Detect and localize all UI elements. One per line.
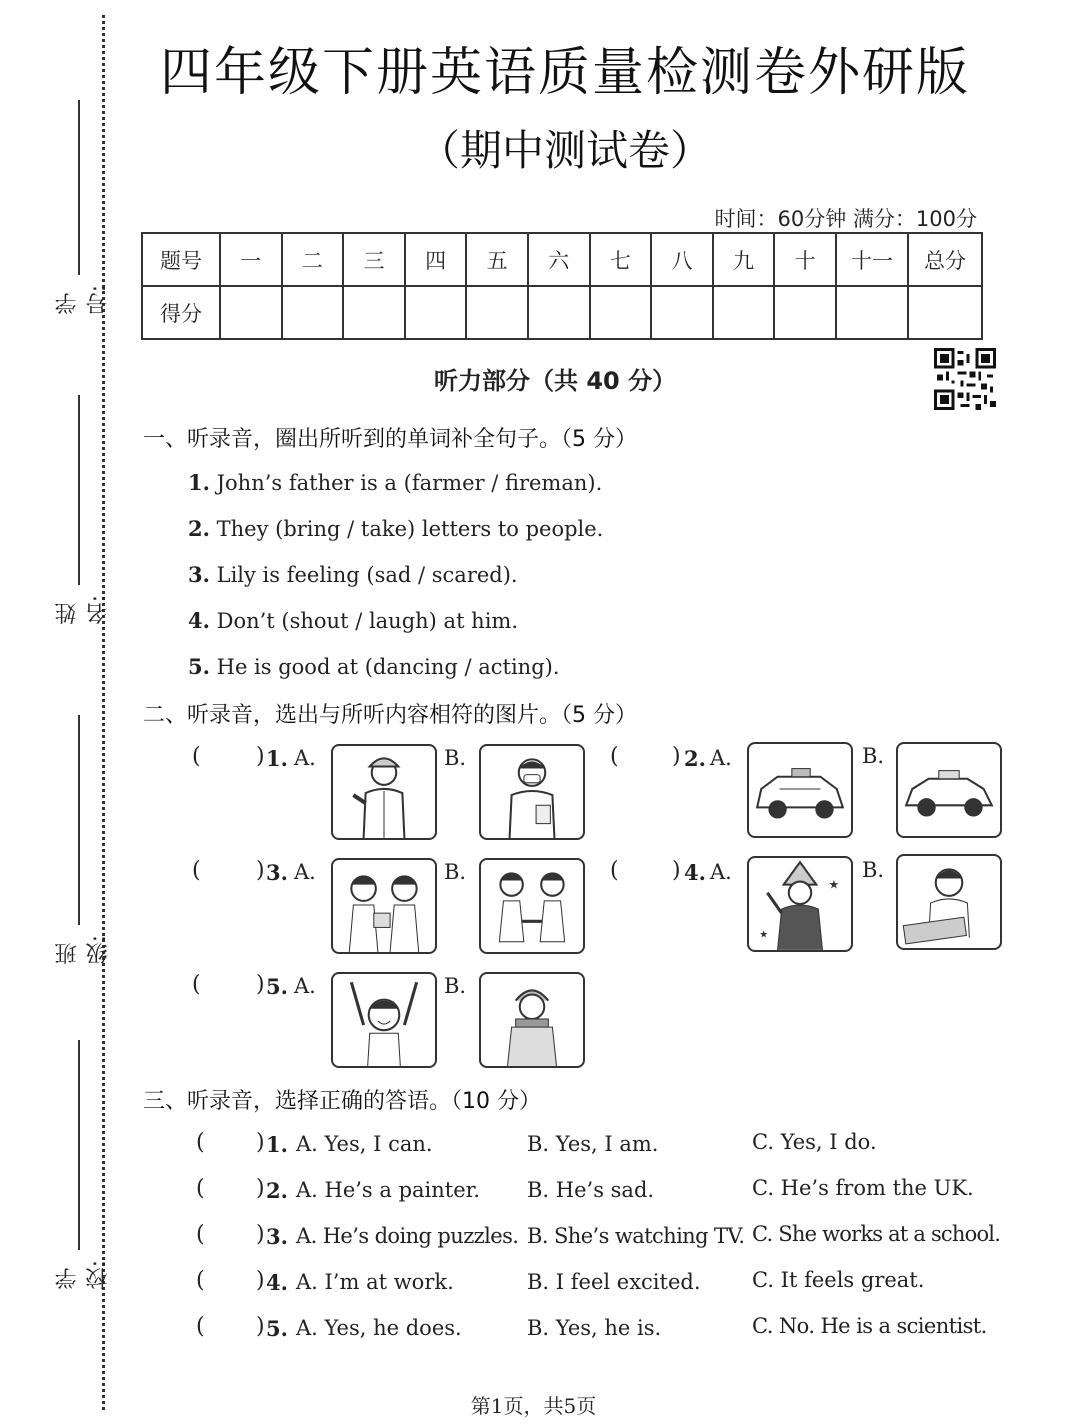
student-number-label: 学号: xyxy=(55,285,111,315)
score-header-cell: 总分 xyxy=(908,233,982,286)
score-row-label: 得分 xyxy=(142,286,220,339)
item-text: Lily is feeling (sad / scared). xyxy=(216,563,518,587)
option-a-label: A. xyxy=(294,860,316,884)
time-score-info: 时间：60分钟 满分：100分 xyxy=(714,207,977,231)
answer-paren-close: ) xyxy=(256,858,265,883)
score-header-cell: 七 xyxy=(590,233,652,286)
part1-item xyxy=(188,608,518,633)
cut-line xyxy=(102,15,105,1410)
option-a: A. I’m at work. xyxy=(296,1270,454,1294)
score-header-cell: 题号 xyxy=(142,233,220,286)
score-cell[interactable] xyxy=(590,286,652,339)
answer-paren-open: ( xyxy=(196,1176,205,1201)
option-b-label: B. xyxy=(444,974,467,998)
option-a-label: A. xyxy=(710,746,732,770)
score-cell[interactable] xyxy=(528,286,590,339)
option-a: A. Yes, he does. xyxy=(296,1316,462,1340)
option-c: C. He’s from the UK. xyxy=(752,1176,974,1200)
answer-paren-open: ( xyxy=(192,744,201,769)
score-cell[interactable] xyxy=(836,286,908,339)
score-cell[interactable] xyxy=(713,286,775,339)
part1-item xyxy=(188,562,518,587)
answer-paren-open: ( xyxy=(196,1130,205,1155)
score-cell[interactable] xyxy=(651,286,713,339)
score-header-cell: 三 xyxy=(343,233,405,286)
part2-title: 二、听录音，选出与所听内容相符的图片。（5 分） xyxy=(143,703,637,728)
school-line[interactable] xyxy=(78,1040,80,1250)
score-cell[interactable] xyxy=(774,286,836,339)
score-cell[interactable] xyxy=(220,286,282,339)
answer-paren-open: ( xyxy=(610,858,619,883)
page-number: 第1页，共5页 xyxy=(470,1394,597,1418)
girls-gift-icon[interactable] xyxy=(331,858,437,954)
item-text: Don’t (shout / laugh) at him. xyxy=(216,609,519,633)
answer-paren-open: ( xyxy=(610,744,619,769)
question-number: 1. xyxy=(266,746,288,771)
question-number: 4. xyxy=(684,860,706,885)
police-car-icon[interactable] xyxy=(747,742,853,838)
part1-item xyxy=(188,516,603,541)
part1-item xyxy=(188,470,602,495)
girls-holding-hands-icon[interactable] xyxy=(479,858,585,954)
qr-code-icon xyxy=(934,348,996,410)
answer-paren-close: ) xyxy=(256,1314,265,1339)
score-header-cell: 五 xyxy=(466,233,528,286)
cold-girl-icon[interactable] xyxy=(479,972,585,1068)
page-subtitle: （期中测试卷） xyxy=(417,126,712,175)
score-header-cell: 一 xyxy=(220,233,282,286)
answer-paren-open: ( xyxy=(196,1314,205,1339)
part1-item xyxy=(188,654,560,679)
question-number: 2. xyxy=(684,746,706,771)
class-line[interactable] xyxy=(78,715,80,925)
magician-icon[interactable] xyxy=(747,856,853,952)
svg-text:★: ★ xyxy=(759,929,769,941)
option-a-label: A. xyxy=(294,746,316,770)
answer-paren-open: ( xyxy=(196,1222,205,1247)
answer-paren-close: ) xyxy=(256,1176,265,1201)
score-cell[interactable] xyxy=(282,286,344,339)
item-text: John’s father is a (farmer / fireman). xyxy=(216,471,603,495)
name-label: 姓名: xyxy=(55,595,111,625)
score-header-cell: 九 xyxy=(713,233,775,286)
option-b-label: B. xyxy=(444,860,467,884)
name-line[interactable] xyxy=(78,395,80,585)
score-header-cell: 十 xyxy=(774,233,836,286)
boy-cooking-icon[interactable] xyxy=(896,854,1002,950)
answer-paren-open: ( xyxy=(192,972,201,997)
part3-title: 三、听录音，选择正确的答语。（10 分） xyxy=(143,1089,541,1114)
item-number: 4. xyxy=(188,608,210,633)
question-number: 3. xyxy=(266,1224,288,1249)
score-header-cell: 四 xyxy=(405,233,467,286)
class-label: 班级: xyxy=(55,935,111,965)
score-header-cell: 二 xyxy=(282,233,344,286)
option-b-label: B. xyxy=(862,858,885,882)
student-number-line[interactable] xyxy=(78,100,80,275)
taxi-icon[interactable] xyxy=(896,742,1002,838)
question-number: 4. xyxy=(266,1270,288,1295)
item-number: 5. xyxy=(188,654,210,679)
score-cell[interactable] xyxy=(466,286,528,339)
option-c: C. She works at a school. xyxy=(752,1222,1001,1246)
score-table-header-row xyxy=(142,233,982,286)
option-b: B. I feel excited. xyxy=(527,1270,701,1294)
happy-boy-icon[interactable] xyxy=(331,972,437,1068)
option-a: A. He’s a painter. xyxy=(296,1178,481,1202)
score-header-cell: 六 xyxy=(528,233,590,286)
option-a: A. Yes, I can. xyxy=(296,1132,433,1156)
item-text: They (bring / take) letters to people. xyxy=(216,517,604,541)
score-header-cell: 十一 xyxy=(836,233,908,286)
answer-paren-close: ) xyxy=(672,744,681,769)
option-b-label: B. xyxy=(444,746,467,770)
score-table-score-row xyxy=(142,286,982,339)
question-number: 5. xyxy=(266,1316,288,1341)
option-b: B. He’s sad. xyxy=(527,1178,655,1202)
answer-paren-close: ) xyxy=(256,1130,265,1155)
question-number: 1. xyxy=(266,1132,288,1157)
option-a-label: A. xyxy=(710,860,732,884)
item-number: 2. xyxy=(188,516,210,541)
page-title: 四年级下册英语质量检测卷外研版 xyxy=(159,43,970,103)
item-number: 1. xyxy=(188,470,210,495)
score-cell[interactable] xyxy=(405,286,467,339)
option-c: C. No. He is a scientist. xyxy=(752,1314,987,1338)
score-table xyxy=(141,232,983,340)
option-b: B. Yes, I am. xyxy=(527,1132,659,1156)
worker-icon[interactable] xyxy=(331,744,437,840)
option-b: B. Yes, he is. xyxy=(527,1316,662,1340)
part1-title: 一、听录音，圈出所听到的单词补全句子。（5 分） xyxy=(143,427,637,452)
question-number: 5. xyxy=(266,974,288,999)
school-label: 学校: xyxy=(55,1260,111,1290)
option-b-label: B. xyxy=(862,744,885,768)
option-a-label: A. xyxy=(294,974,316,998)
score-header-cell: 八 xyxy=(651,233,713,286)
option-b: B. She’s watching TV. xyxy=(527,1224,745,1248)
score-cell[interactable] xyxy=(908,286,982,339)
answer-paren-open: ( xyxy=(196,1268,205,1293)
answer-paren-close: ) xyxy=(256,972,265,997)
score-cell[interactable] xyxy=(343,286,405,339)
item-text: He is good at (dancing / acting). xyxy=(216,655,560,679)
question-number: 3. xyxy=(266,860,288,885)
option-a: A. He’s doing puzzles. xyxy=(296,1224,519,1248)
answer-paren-close: ) xyxy=(256,1222,265,1247)
binding-margin xyxy=(0,0,110,1427)
svg-text:★: ★ xyxy=(828,877,840,892)
question-number: 2. xyxy=(266,1178,288,1203)
option-c: C. It feels great. xyxy=(752,1268,925,1292)
answer-paren-close: ) xyxy=(256,744,265,769)
item-number: 3. xyxy=(188,562,210,587)
doctor-icon[interactable] xyxy=(479,744,585,840)
option-c: C. Yes, I do. xyxy=(752,1130,877,1154)
answer-paren-close: ) xyxy=(672,858,681,883)
answer-paren-close: ) xyxy=(256,1268,265,1293)
answer-paren-open: ( xyxy=(192,858,201,883)
listening-heading: 听力部分（共 40 分） xyxy=(434,367,677,395)
